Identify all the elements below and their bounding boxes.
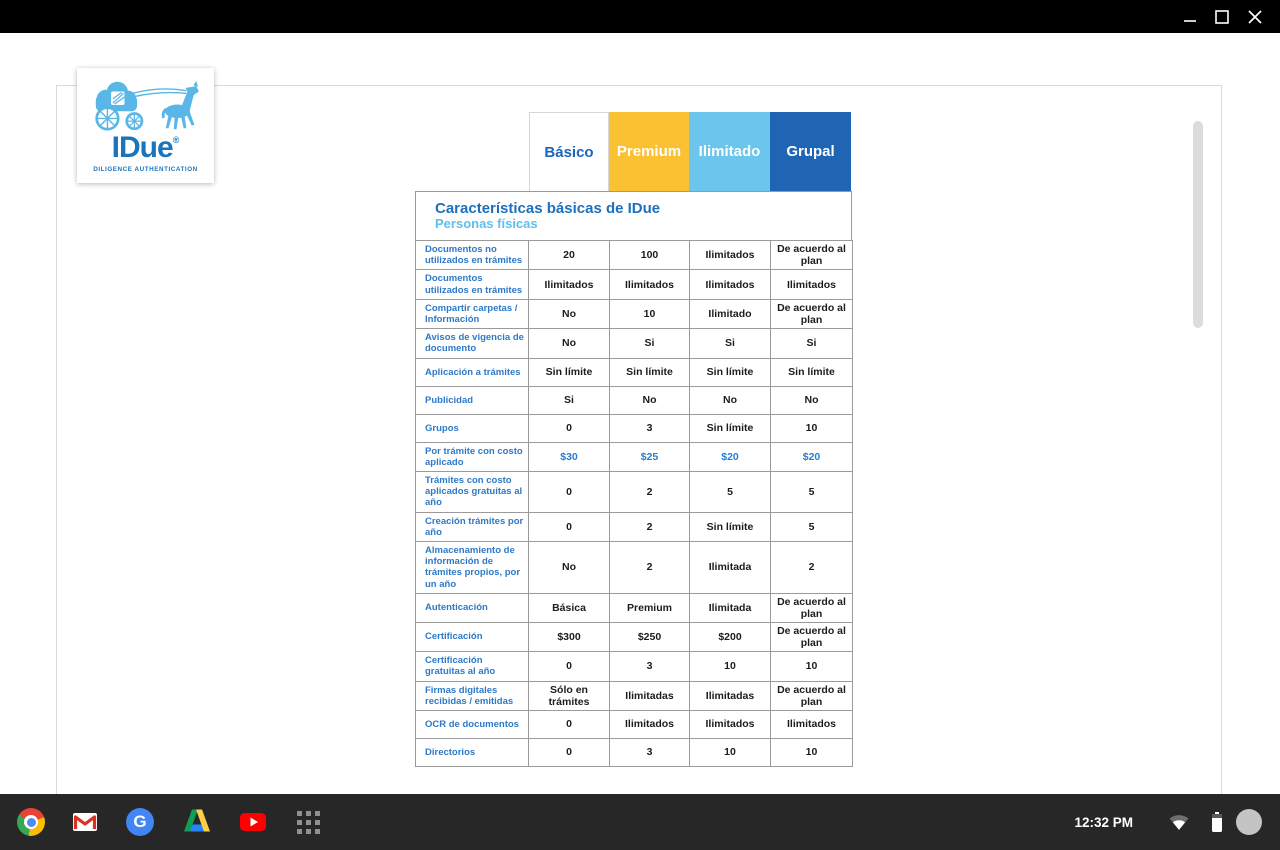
feature-label: Documentos no utilizados en trámites [416,241,529,270]
feature-label: Aplicación a trámites [416,358,529,386]
feature-value: 20 [529,241,610,270]
horse-carriage-icon [87,79,205,131]
table-row [416,622,853,651]
feature-value: Ilimitado [690,299,771,328]
feature-label: Certificación gratuitas al año [416,652,529,681]
feature-value: Ilimitados [771,710,853,738]
table-row [416,270,853,299]
feature-label: Por trámite con costo aplicado [416,442,529,471]
feature-value: Ilimitadas [610,681,690,710]
minimize-icon[interactable] [1175,0,1205,33]
feature-value: $20 [771,442,853,471]
feature-value: 0 [529,472,610,513]
feature-value: Ilimitados [690,710,771,738]
feature-value: Ilimitados [610,270,690,299]
table-row [416,386,853,414]
feature-label: Avisos de vigencia de documento [416,329,529,358]
feature-value: $200 [690,622,771,651]
feature-value: Ilimitados [529,270,610,299]
table-row [416,652,853,681]
table-header [415,191,852,241]
feature-value: 0 [529,512,610,541]
feature-value: Premium [610,593,690,622]
table-subtitle: Personas físicas [435,216,538,232]
table-row [416,414,853,442]
feature-value: Si [610,329,690,358]
feature-value: De acuerdo al plan [771,681,853,710]
feature-value: De acuerdo al plan [771,299,853,328]
scrollbar-thumb[interactable] [1193,121,1203,328]
feature-value: Ilimitados [610,710,690,738]
feature-value: 10 [771,414,853,442]
feature-value: Si [690,329,771,358]
google-drive-icon[interactable] [183,808,211,836]
feature-value: Sólo en trámites [529,681,610,710]
feature-value: 5 [690,472,771,513]
google-search-icon[interactable]: G [126,808,154,836]
feature-value: De acuerdo al plan [771,622,853,651]
shelf [0,794,1280,850]
feature-value: Ilimitada [690,593,771,622]
feature-value: 5 [771,512,853,541]
feature-value: No [529,542,610,594]
feature-value: Ilimitados [690,241,771,270]
maximize-icon[interactable] [1207,0,1237,33]
feature-value: De acuerdo al plan [771,241,853,270]
feature-label: Creación trámites por año [416,512,529,541]
feature-value: 0 [529,738,610,766]
table-row [416,299,853,328]
feature-value: Sin límite [529,358,610,386]
table-row [416,472,853,513]
feature-value: $250 [610,622,690,651]
tab-basico[interactable]: Básico [529,112,609,191]
wifi-icon[interactable] [1168,794,1190,850]
feature-label: Certificación [416,622,529,651]
close-icon[interactable] [1240,0,1270,33]
logo-brand-text: IDue® [111,130,180,164]
feature-value: 10 [610,299,690,328]
feature-label: Compartir carpetas / Información [416,299,529,328]
table-row [416,358,853,386]
feature-value: 2 [771,542,853,594]
feature-value: $25 [610,442,690,471]
feature-value: Ilimitados [690,270,771,299]
table-title: Características básicas de IDue [435,200,661,218]
feature-value: De acuerdo al plan [771,593,853,622]
feature-value: Si [771,329,853,358]
table-row [416,738,853,766]
idue-logo [77,68,214,183]
feature-label: Directorios [416,738,529,766]
feature-value: 3 [610,652,690,681]
feature-value: Si [529,386,610,414]
feature-value: Ilimitados [771,270,853,299]
feature-label: Documentos utilizados en trámites [416,270,529,299]
table-row [416,710,853,738]
table-row [416,442,853,471]
gmail-icon[interactable] [71,808,99,836]
feature-value: $30 [529,442,610,471]
feature-value: 0 [529,710,610,738]
feature-value: Básica [529,593,610,622]
feature-label: Almacenamiento de información de trámites propios, por un año [416,542,529,594]
registered-mark: ® [172,134,180,145]
feature-value: No [529,329,610,358]
feature-value: Ilimitadas [690,681,771,710]
feature-value: 10 [771,738,853,766]
shelf-clock[interactable]: 12:32 PM [1074,814,1133,830]
tab-ilimitado[interactable]: Ilimitado [689,112,770,191]
user-avatar[interactable] [1236,809,1262,835]
feature-value: Sin límite [690,414,771,442]
feature-value: Sin límite [610,358,690,386]
feature-value: $20 [690,442,771,471]
tab-grupal[interactable]: Grupal [770,112,851,191]
feature-label: Firmas digitales recibidas / emitidas [416,681,529,710]
feature-value: 10 [690,738,771,766]
window-titlebar [0,0,1280,33]
logo-tagline: DILIGENCE AUTHENTICATION [93,165,198,173]
feature-value: No [690,386,771,414]
battery-icon[interactable] [1211,794,1223,850]
feature-value: 0 [529,414,610,442]
table-row [416,512,853,541]
feature-value: 100 [610,241,690,270]
table-row [416,241,853,270]
chrome-icon[interactable] [17,808,45,836]
youtube-icon[interactable] [239,808,267,836]
pricing-table [415,191,852,767]
feature-value: 10 [771,652,853,681]
feature-value: Sin límite [771,358,853,386]
table-row [416,329,853,358]
feature-value: 3 [610,738,690,766]
browser-content-area [0,33,1280,794]
feature-value: 10 [690,652,771,681]
pricing-page [56,85,1222,795]
feature-label: Autenticación [416,593,529,622]
feature-value: 5 [771,472,853,513]
feature-value: 2 [610,512,690,541]
feature-value: 2 [610,472,690,513]
feature-label: Trámites con costo aplicados gratuitas al año [416,472,529,513]
feature-label: Grupos [416,414,529,442]
table-row [416,542,853,594]
plans-table-body [416,241,853,767]
feature-value: Ilimitada [690,542,771,594]
feature-value: 0 [529,652,610,681]
feature-value: Sin límite [690,358,771,386]
plan-tabs [529,112,851,191]
app-launcher-grid-icon[interactable] [297,811,320,834]
feature-value: $300 [529,622,610,651]
feature-value: 2 [610,542,690,594]
feature-value: No [529,299,610,328]
feature-label: OCR de documentos [416,710,529,738]
feature-value: 3 [610,414,690,442]
feature-value: Sin límite [690,512,771,541]
feature-value: No [771,386,853,414]
feature-value: No [610,386,690,414]
feature-label: Publicidad [416,386,529,414]
table-row [416,593,853,622]
table-row [416,681,853,710]
tab-premium[interactable]: Premium [609,112,689,191]
